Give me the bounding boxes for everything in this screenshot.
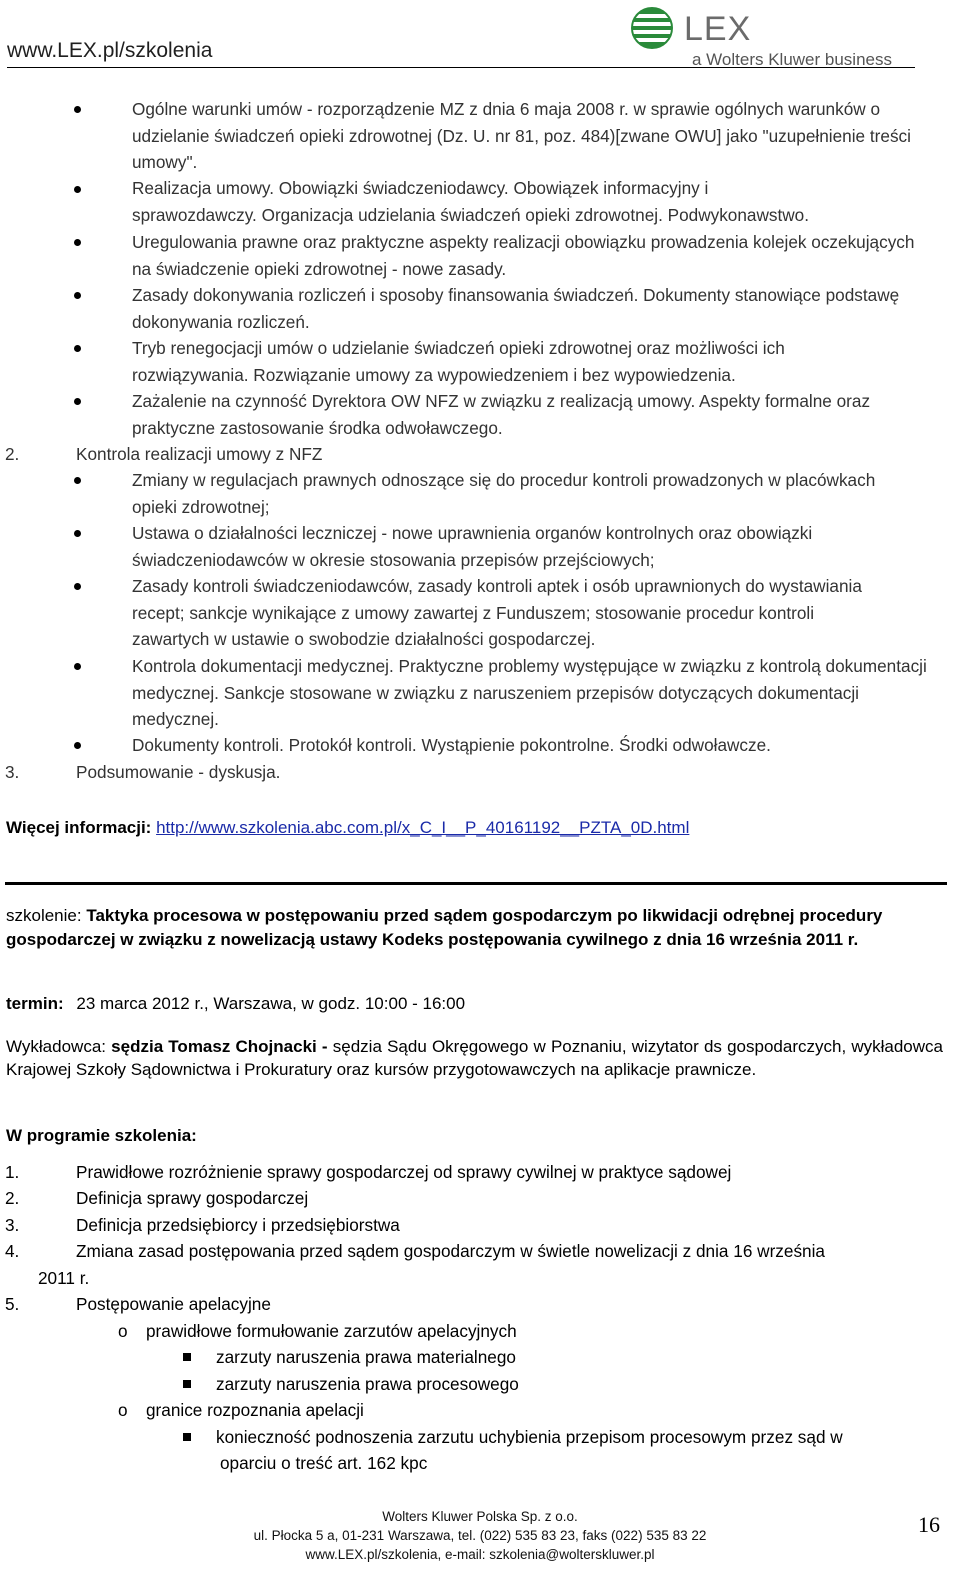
list-item: Definicja przedsiębiorcy i przedsiębiorstwa	[76, 1215, 400, 1235]
list-number: 5.	[5, 1294, 20, 1314]
lecturer-description: sędzia Sądu Okręgowego w Poznaniu, wizytator ds gospodarczych, wykładowca Krajowej Szkoły Sądownictwa i Prokuratury oraz kursów przygotowawczych na aplikacje prawnicze.	[6, 1037, 943, 1079]
list-item: Zażalenie na czynność Dyrektora OW NFZ w związku z realizacją umowy. Aspekty formalne oraz praktyczne zastosowanie środka odwoławczego.	[132, 391, 871, 438]
section-heading: Podsumowanie - dyskusja.	[76, 762, 281, 782]
lecturer-block	[6, 1036, 943, 1081]
list-item: Realizacja umowy. Obowiązki świadczeniodawcy. Obowiązek informacyjny i sprawozdawczy. Organizacja udzielania świadczeń opieki zdrowotnej. Podwykonawstwo.	[132, 178, 810, 225]
list-item: Zmiany w regulacjach prawnych odnoszące się do procedur kontroli prowadzonych w placówkach opieki zdrowotnej;	[132, 470, 876, 517]
lecturer-name: sędzia Tomasz Chojnacki -	[111, 1037, 328, 1056]
bullet-dot	[74, 186, 81, 193]
list-number: 3.	[5, 1215, 20, 1235]
list-item-continuation: oparciu o treść art. 162 kpc	[220, 1453, 428, 1473]
logo-text: LEX	[684, 10, 752, 48]
training-label: szkolenie:	[6, 906, 82, 925]
list-item: Zasady dokonywania rozliczeń i sposoby finansowania świadczeń. Dokumenty stanowiące podstawę dokonywania rozliczeń.	[132, 285, 900, 332]
list-number: 3.	[5, 762, 20, 782]
list-item: Tryb renegocjacji umów o udzielanie świadczeń opieki zdrowotnej oraz możliwości ich rozwiązywania. Rozwiązanie umowy za wypowiedzeniem i bez wypowiedzenia.	[132, 338, 785, 385]
term-line	[6, 991, 465, 1018]
list-item: Kontrola dokumentacji medycznej. Praktyczne problemy występujące w związku z kontrolą dokumentacji medycznej. Sankcje stosowane w związku z naruszeniem przepisów dotyczących dokumentacji medycznej.	[132, 656, 927, 729]
list-item: Ogólne warunki umów - rozporządzenie MZ z dnia 6 maja 2008 r. w sprawie ogólnych warunków o udzielanie świadczeń opieki zdrowotnej (Dz. U. nr 81, poz. 484)[zwane OWU] jako "uzupełnienie treści umowy".	[132, 99, 911, 172]
list-item: Ustawa o działalności leczniczej - nowe uprawnienia organów kontrolnych oraz obowiązki świadczeniodawców w okresie stosowania przepisów przejściowych;	[132, 523, 813, 570]
header-url[interactable]: www.LEX.pl/szkolenia	[7, 39, 213, 62]
term-value: 23 marca 2012 r., Warszawa, w godz. 10:00 - 16:00	[76, 994, 466, 1013]
list-item: Prawidłowe rozróżnienie sprawy gospodarczej od sprawy cywilnej w praktyce sądowej	[76, 1162, 732, 1182]
bullet-dot	[74, 583, 81, 590]
list-item: Definicja sprawy gospodarczej	[76, 1188, 309, 1208]
footer-address: ul. Płocka 5 a, 01-231 Warszawa, tel. (022) 535 83 23, faks (022) 535 83 22	[253, 1528, 707, 1543]
bullet-dot	[74, 477, 81, 484]
header-divider	[7, 67, 915, 68]
list-item: konieczność podnoszenia zarzutu uchybienia przepisom procesowym przez sąd w	[216, 1427, 843, 1447]
circle-bullet: o	[118, 1321, 128, 1341]
more-info-link[interactable]: http://www.szkolenia.abc.com.pl/x_C_I__P_40161192__PZTA_0D.html	[156, 818, 690, 837]
training-title: Taktyka procesowa w postępowaniu przed sądem gospodarczym po likwidacji odrębnej procedury gospodarczej w związku z nowelizacją ustawy Kodeks postępowania cywilnego z dnia 16 września 2011 r.	[6, 906, 883, 949]
list-item: Zasady kontroli świadczeniodawców, zasady kontroli aptek i osób uprawnionych do wystawiania recept; sankcje wynikające z umowy zawartej z Funduszem; stosowanie procedur kontroli zawartych w ustawie o swobodzie działalności gospodarczej.	[132, 576, 862, 649]
bullet-dot	[74, 663, 81, 670]
bullet-dot	[74, 742, 81, 749]
term-label: termin:	[6, 994, 64, 1013]
page-number: 16	[918, 1512, 940, 1537]
bullet-dot	[74, 530, 81, 537]
bullet-dot	[74, 345, 81, 352]
more-info-label: Więcej informacji:	[6, 818, 152, 837]
square-bullet	[183, 1380, 191, 1388]
program-heading	[6, 1123, 197, 1150]
training-title-block	[6, 904, 941, 951]
lecturer-label: Wykładowca:	[6, 1037, 106, 1056]
square-bullet	[183, 1353, 191, 1361]
list-number: 1.	[5, 1162, 20, 1182]
circle-bullet: o	[118, 1400, 128, 1420]
list-item: Postępowanie apelacyjne	[76, 1294, 271, 1314]
lex-logo	[626, 4, 916, 70]
bullet-dot	[74, 398, 81, 405]
list-item: Uregulowania prawne oraz praktyczne aspekty realizacji obowiązku prowadzenia kolejek oczekujących na świadczenie opieki zdrowotnej - nowe zasady.	[132, 232, 915, 279]
list-item: zarzuty naruszenia prawa procesowego	[216, 1374, 519, 1394]
list-number: 2.	[5, 1188, 20, 1208]
list-item: Zmiana zasad postępowania przed sądem gospodarczym w świetle nowelizacji z dnia 16 września	[76, 1241, 825, 1261]
square-bullet	[183, 1433, 191, 1441]
wolters-kluwer-logo-icon	[626, 6, 678, 50]
list-item: prawidłowe formułowanie zarzutów apelacyjnych	[146, 1321, 517, 1341]
section-heading: Kontrola realizacji umowy z NFZ	[76, 444, 323, 464]
footer-contact: www.LEX.pl/szkolenia, e-mail: szkolenia@wolterskluwer.pl	[305, 1547, 655, 1562]
list-number: 4.	[5, 1241, 20, 1261]
program-label: W programie szkolenia:	[6, 1126, 197, 1145]
bullet-dot	[74, 292, 81, 299]
list-item: granice rozpoznania apelacji	[146, 1400, 364, 1420]
list-item-continuation: 2011 r.	[38, 1268, 90, 1288]
bullet-dot	[74, 239, 81, 246]
section-divider	[5, 882, 947, 885]
logo-subtext: a Wolters Kluwer business	[692, 50, 892, 69]
footer-company: Wolters Kluwer Polska Sp. z o.o.	[382, 1509, 578, 1524]
more-info	[6, 815, 689, 842]
list-item: Dokumenty kontroli. Protokół kontroli. Wystąpienie pokontrolne. Środki odwoławcze.	[132, 735, 771, 755]
list-item: zarzuty naruszenia prawa materialnego	[216, 1347, 516, 1367]
list-number: 2.	[5, 444, 20, 464]
bullet-dot	[74, 106, 81, 113]
